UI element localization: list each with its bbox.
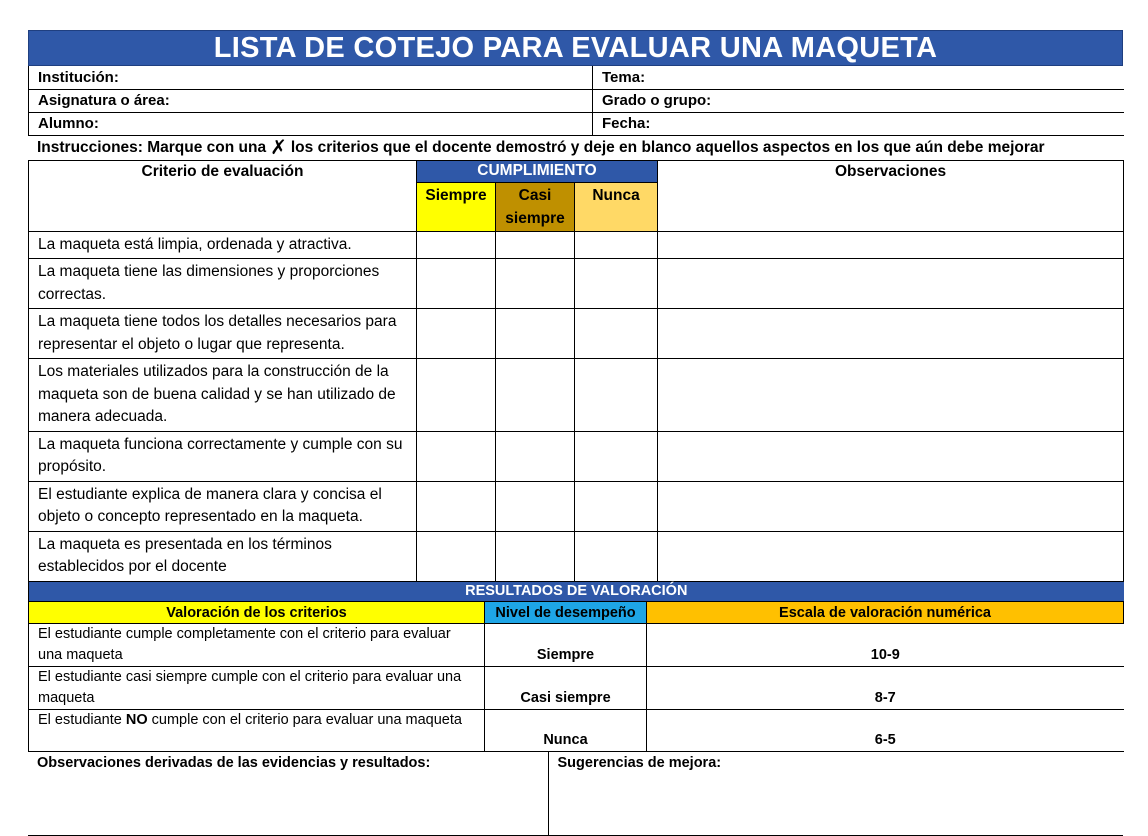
result-desc-3-before: El estudiante xyxy=(38,712,126,728)
option-casi-siempre-header: Casi siempre xyxy=(496,182,575,231)
check-cell-casi-siempre[interactable] xyxy=(496,531,575,581)
result-level-3: Nunca xyxy=(485,710,647,752)
footer-table xyxy=(28,752,1123,836)
check-cell-siempre[interactable] xyxy=(417,309,496,359)
escala-header: Escala de valoración numérica xyxy=(647,602,1124,624)
check-cell-casi-siempre[interactable] xyxy=(496,481,575,531)
option-nunca-header: Nunca xyxy=(575,182,658,231)
criteria-table xyxy=(28,160,1124,582)
observation-cell[interactable] xyxy=(658,309,1124,359)
criterion-2: La maqueta tiene las dimensiones y proporciones correctas. xyxy=(29,259,417,309)
cumplimiento-header: CUMPLIMIENTO xyxy=(417,160,658,182)
sugerencias-box[interactable]: Sugerencias de mejora: xyxy=(548,752,1123,835)
result-desc-3 xyxy=(29,710,485,752)
result-scale-2: 8-7 xyxy=(647,667,1124,710)
check-cell-nunca[interactable] xyxy=(575,359,658,432)
result-desc-2: El estudiante casi siempre cumple con el criterio para evaluar una maqueta xyxy=(29,667,485,710)
result-desc-3-bold: NO xyxy=(125,712,148,728)
criterion-7: La maqueta es presentada en los términos establecidos por el docente xyxy=(29,531,417,581)
tema-field[interactable]: Tema: xyxy=(593,66,1124,89)
check-cell-casi-siempre[interactable] xyxy=(496,309,575,359)
info-table xyxy=(28,66,1124,136)
observation-cell[interactable] xyxy=(658,231,1124,259)
check-cell-casi-siempre[interactable] xyxy=(496,431,575,481)
alumno-field[interactable]: Alumno: xyxy=(29,112,593,135)
check-cell-nunca[interactable] xyxy=(575,481,658,531)
asignatura-field[interactable]: Asignatura o área: xyxy=(29,89,593,112)
check-cell-siempre[interactable] xyxy=(417,481,496,531)
check-cell-siempre[interactable] xyxy=(417,259,496,309)
criterion-5: La maqueta funciona correctamente y cumple con su propósito. xyxy=(29,431,417,481)
grado-field[interactable]: Grado o grupo: xyxy=(593,89,1124,112)
check-cell-nunca[interactable] xyxy=(575,231,658,259)
x-mark-icon: ✗ xyxy=(270,137,287,159)
check-cell-siempre[interactable] xyxy=(417,231,496,259)
observation-cell[interactable] xyxy=(658,431,1124,481)
check-cell-casi-siempre[interactable] xyxy=(496,231,575,259)
option-siempre-header: Siempre xyxy=(417,182,496,231)
observation-cell[interactable] xyxy=(658,531,1124,581)
instructions-after: los criterios que el docente demostró y deje en blanco aquellos aspectos en los que aún debe mejorar xyxy=(290,138,1045,156)
check-cell-siempre[interactable] xyxy=(417,431,496,481)
results-table xyxy=(28,582,1124,753)
result-scale-3: 6-5 xyxy=(647,710,1124,752)
check-cell-nunca[interactable] xyxy=(575,531,658,581)
criterion-4: Los materiales utilizados para la construcción de la maqueta son de buena calidad y se han utilizado de manera adecuada. xyxy=(29,359,417,432)
criterio-header: Criterio de evaluación xyxy=(29,160,417,231)
criterion-6: El estudiante explica de manera clara y concisa el objeto o concepto representado en la maqueta. xyxy=(29,481,417,531)
check-cell-siempre[interactable] xyxy=(417,359,496,432)
observaciones-header: Observaciones xyxy=(658,160,1124,231)
result-scale-1: 10-9 xyxy=(647,624,1124,667)
observation-cell[interactable] xyxy=(658,481,1124,531)
check-cell-nunca[interactable] xyxy=(575,431,658,481)
check-cell-casi-siempre[interactable] xyxy=(496,259,575,309)
result-desc-1: El estudiante cumple completamente con el criterio para evaluar una maqueta xyxy=(29,624,485,667)
check-cell-siempre[interactable] xyxy=(417,531,496,581)
check-cell-nunca[interactable] xyxy=(575,259,658,309)
criterion-1: La maqueta está limpia, ordenada y atractiva. xyxy=(29,231,417,259)
criterion-3: La maqueta tiene todos los detalles necesarios para representar el objeto o lugar que representa. xyxy=(29,309,417,359)
result-level-1: Siempre xyxy=(485,624,647,667)
result-level-2: Casi siempre xyxy=(485,667,647,710)
observation-cell[interactable] xyxy=(658,259,1124,309)
valoracion-header: Valoración de los criterios xyxy=(29,602,485,624)
fecha-field[interactable]: Fecha: xyxy=(593,112,1124,135)
results-title: RESULTADOS DE VALORACIÓN xyxy=(29,582,1124,602)
observation-cell[interactable] xyxy=(658,359,1124,432)
check-cell-casi-siempre[interactable] xyxy=(496,359,575,432)
result-desc-3-after: cumple con el criterio para evaluar una maqueta xyxy=(147,712,462,728)
instructions xyxy=(28,136,1123,160)
nivel-header: Nivel de desempeño xyxy=(485,602,647,624)
instructions-before: Instrucciones: Marque con una xyxy=(37,138,267,156)
institucion-field[interactable]: Institución: xyxy=(29,66,593,89)
check-cell-nunca[interactable] xyxy=(575,309,658,359)
checklist-sheet xyxy=(28,30,1123,836)
page-title: LISTA DE COTEJO PARA EVALUAR UNA MAQUETA xyxy=(28,30,1123,66)
observaciones-box[interactable]: Observaciones derivadas de las evidencias y resultados: xyxy=(28,752,548,835)
